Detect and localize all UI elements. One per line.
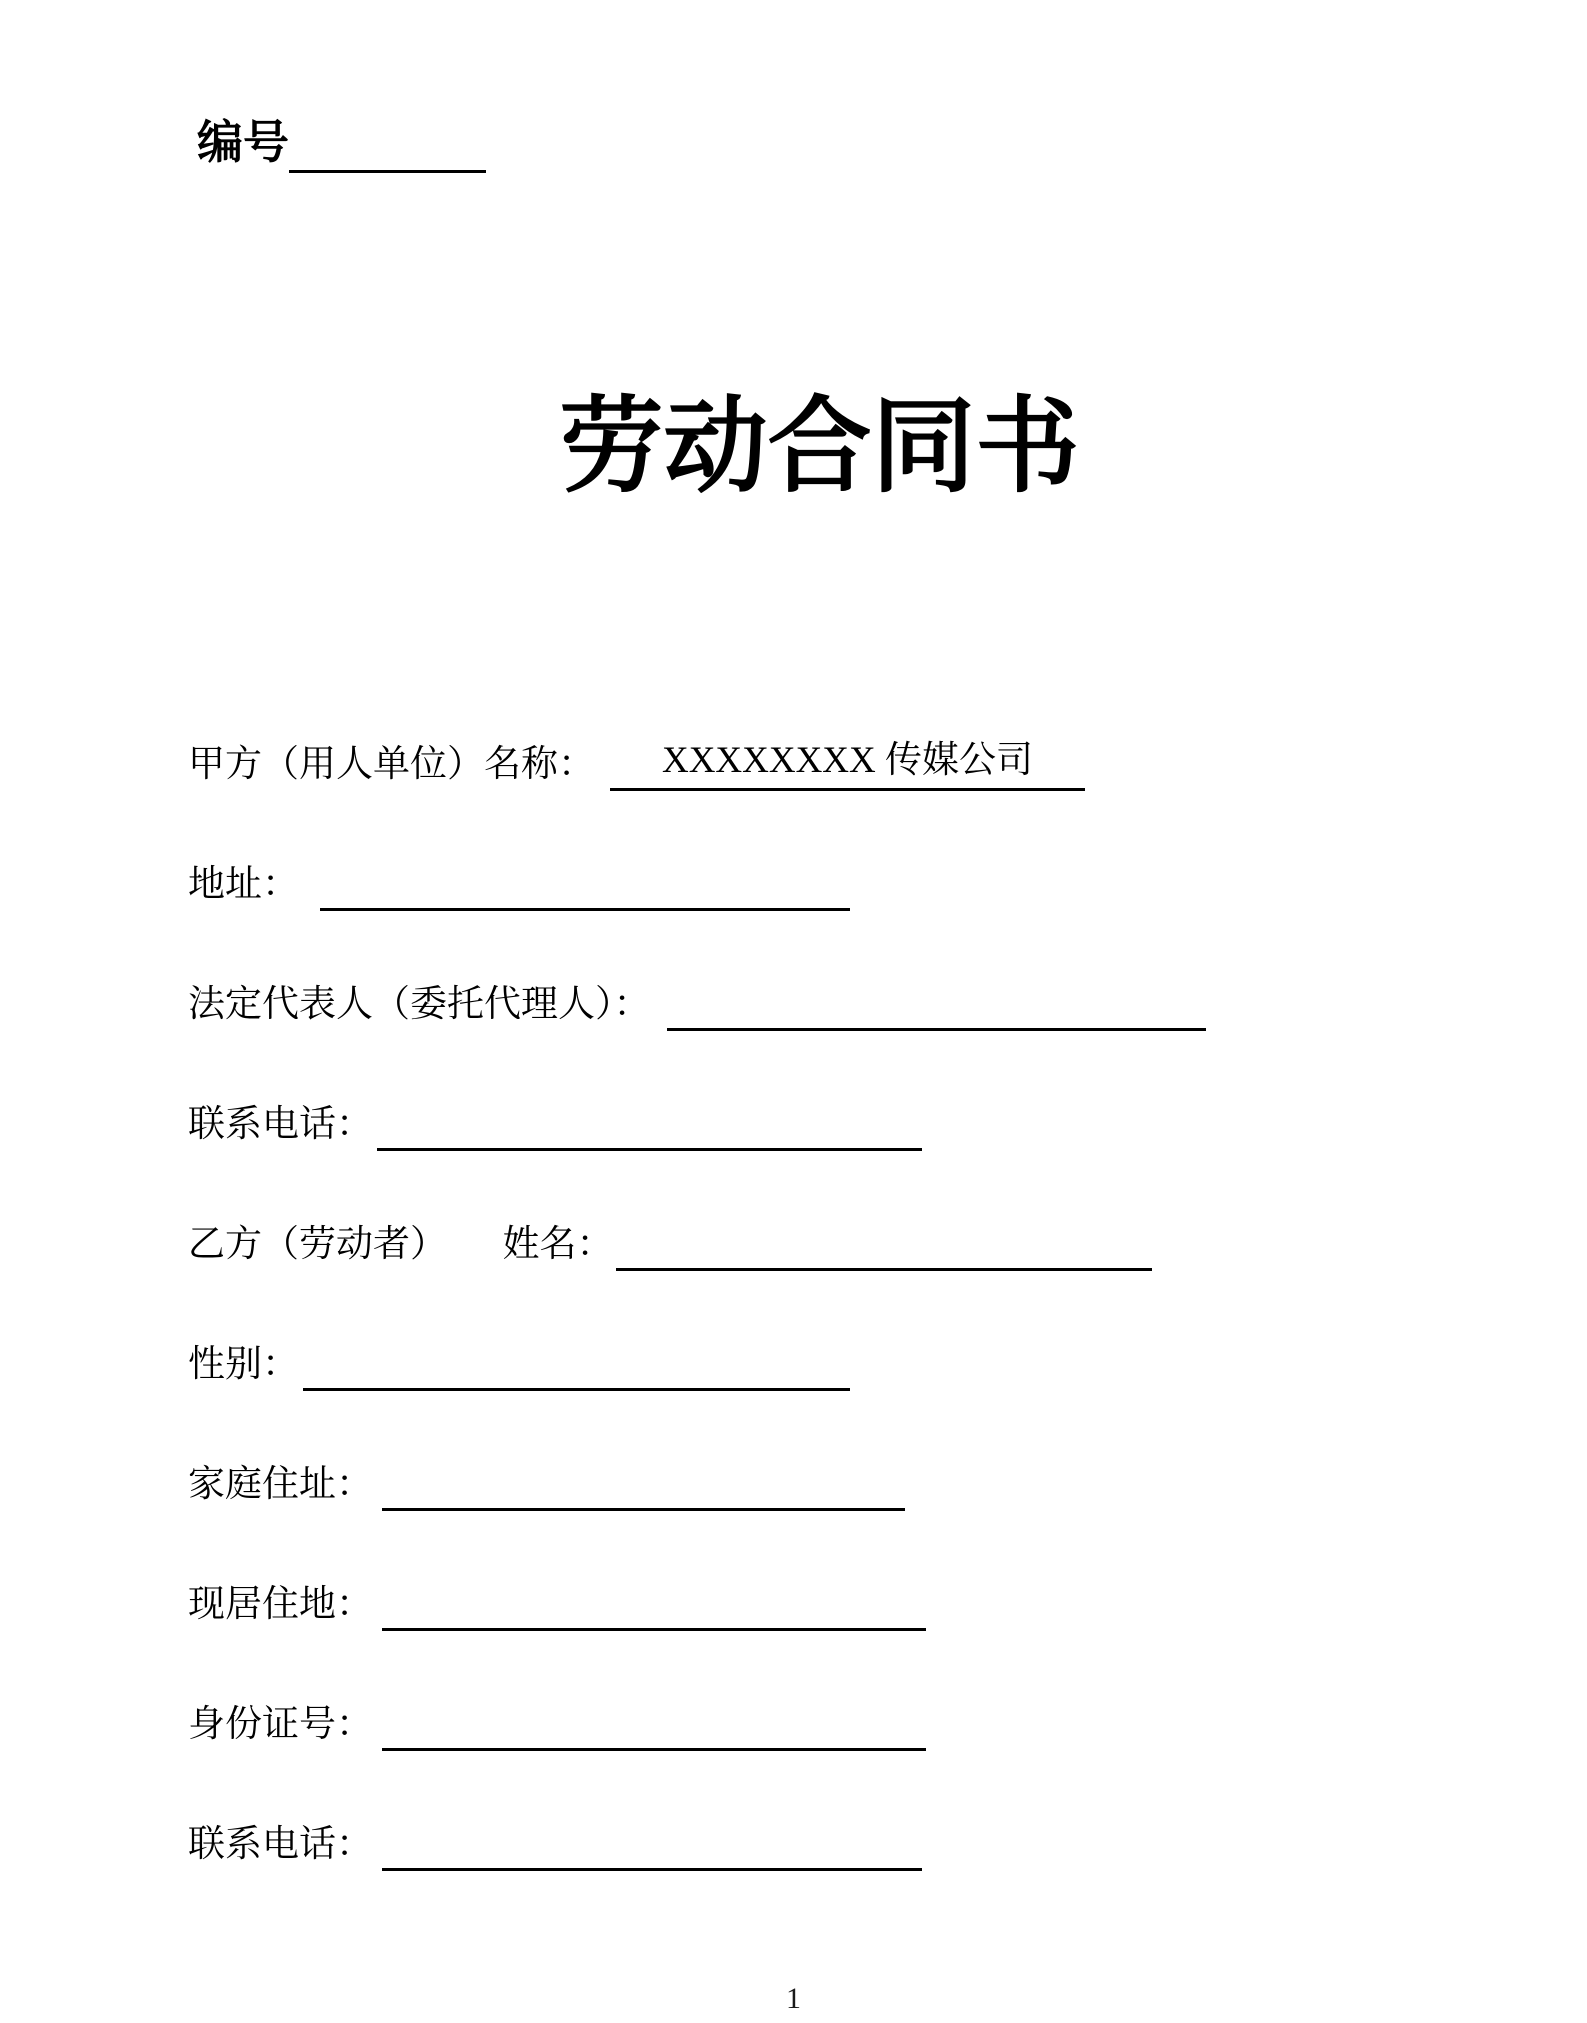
page-number: 1 [786, 1982, 801, 2015]
home-address-label: 家庭住址： [188, 1464, 373, 1505]
party-a-name-blank-line[interactable] [610, 736, 1085, 791]
field-row-party-a-phone [188, 1096, 1527, 1216]
gender-label: 性别： [188, 1344, 299, 1385]
address-label: 地址： [188, 864, 299, 905]
fields-section [188, 736, 1527, 1936]
field-row-id-number [188, 1696, 1527, 1816]
serial-number-row [197, 112, 486, 173]
field-row-home-address [188, 1456, 1527, 1576]
field-row-party-a-name [188, 736, 1527, 856]
gender-blank-line[interactable] [303, 1336, 850, 1391]
field-row-current-residence [188, 1576, 1527, 1696]
field-row-gender [188, 1336, 1527, 1456]
party-a-phone-label: 联系电话： [188, 1104, 373, 1145]
legal-representative-label: 法定代表人（委托代理人）： [188, 984, 651, 1025]
field-row-legal-representative [188, 976, 1527, 1096]
party-b-name-label: 乙方（劳动者） 姓名： [188, 1224, 614, 1265]
id-number-blank-line[interactable] [382, 1696, 926, 1751]
field-row-party-b-name [188, 1216, 1527, 1336]
serial-number-blank-line[interactable] [289, 112, 486, 173]
home-address-blank-line[interactable] [382, 1456, 905, 1511]
party-b-name-blank-line[interactable] [616, 1216, 1152, 1271]
legal-representative-blank-line[interactable] [667, 976, 1206, 1031]
party-b-phone-label: 联系电话： [188, 1824, 373, 1865]
field-row-party-b-phone [188, 1816, 1527, 1936]
address-blank-line[interactable] [320, 856, 850, 911]
current-residence-blank-line[interactable] [382, 1576, 926, 1631]
party-a-phone-blank-line[interactable] [377, 1096, 922, 1151]
id-number-label: 身份证号： [188, 1704, 373, 1745]
party-a-name-label: 甲方（用人单位）名称： [188, 744, 595, 785]
party-b-phone-blank-line[interactable] [382, 1816, 922, 1871]
current-residence-label: 现居住地： [188, 1584, 373, 1625]
field-row-address [188, 856, 1527, 976]
serial-number-label: 编号 [197, 117, 289, 168]
document-title: 劳动合同书 [559, 390, 1080, 505]
party-a-name-value: XXXXXXXX 传媒公司 [661, 740, 1033, 781]
